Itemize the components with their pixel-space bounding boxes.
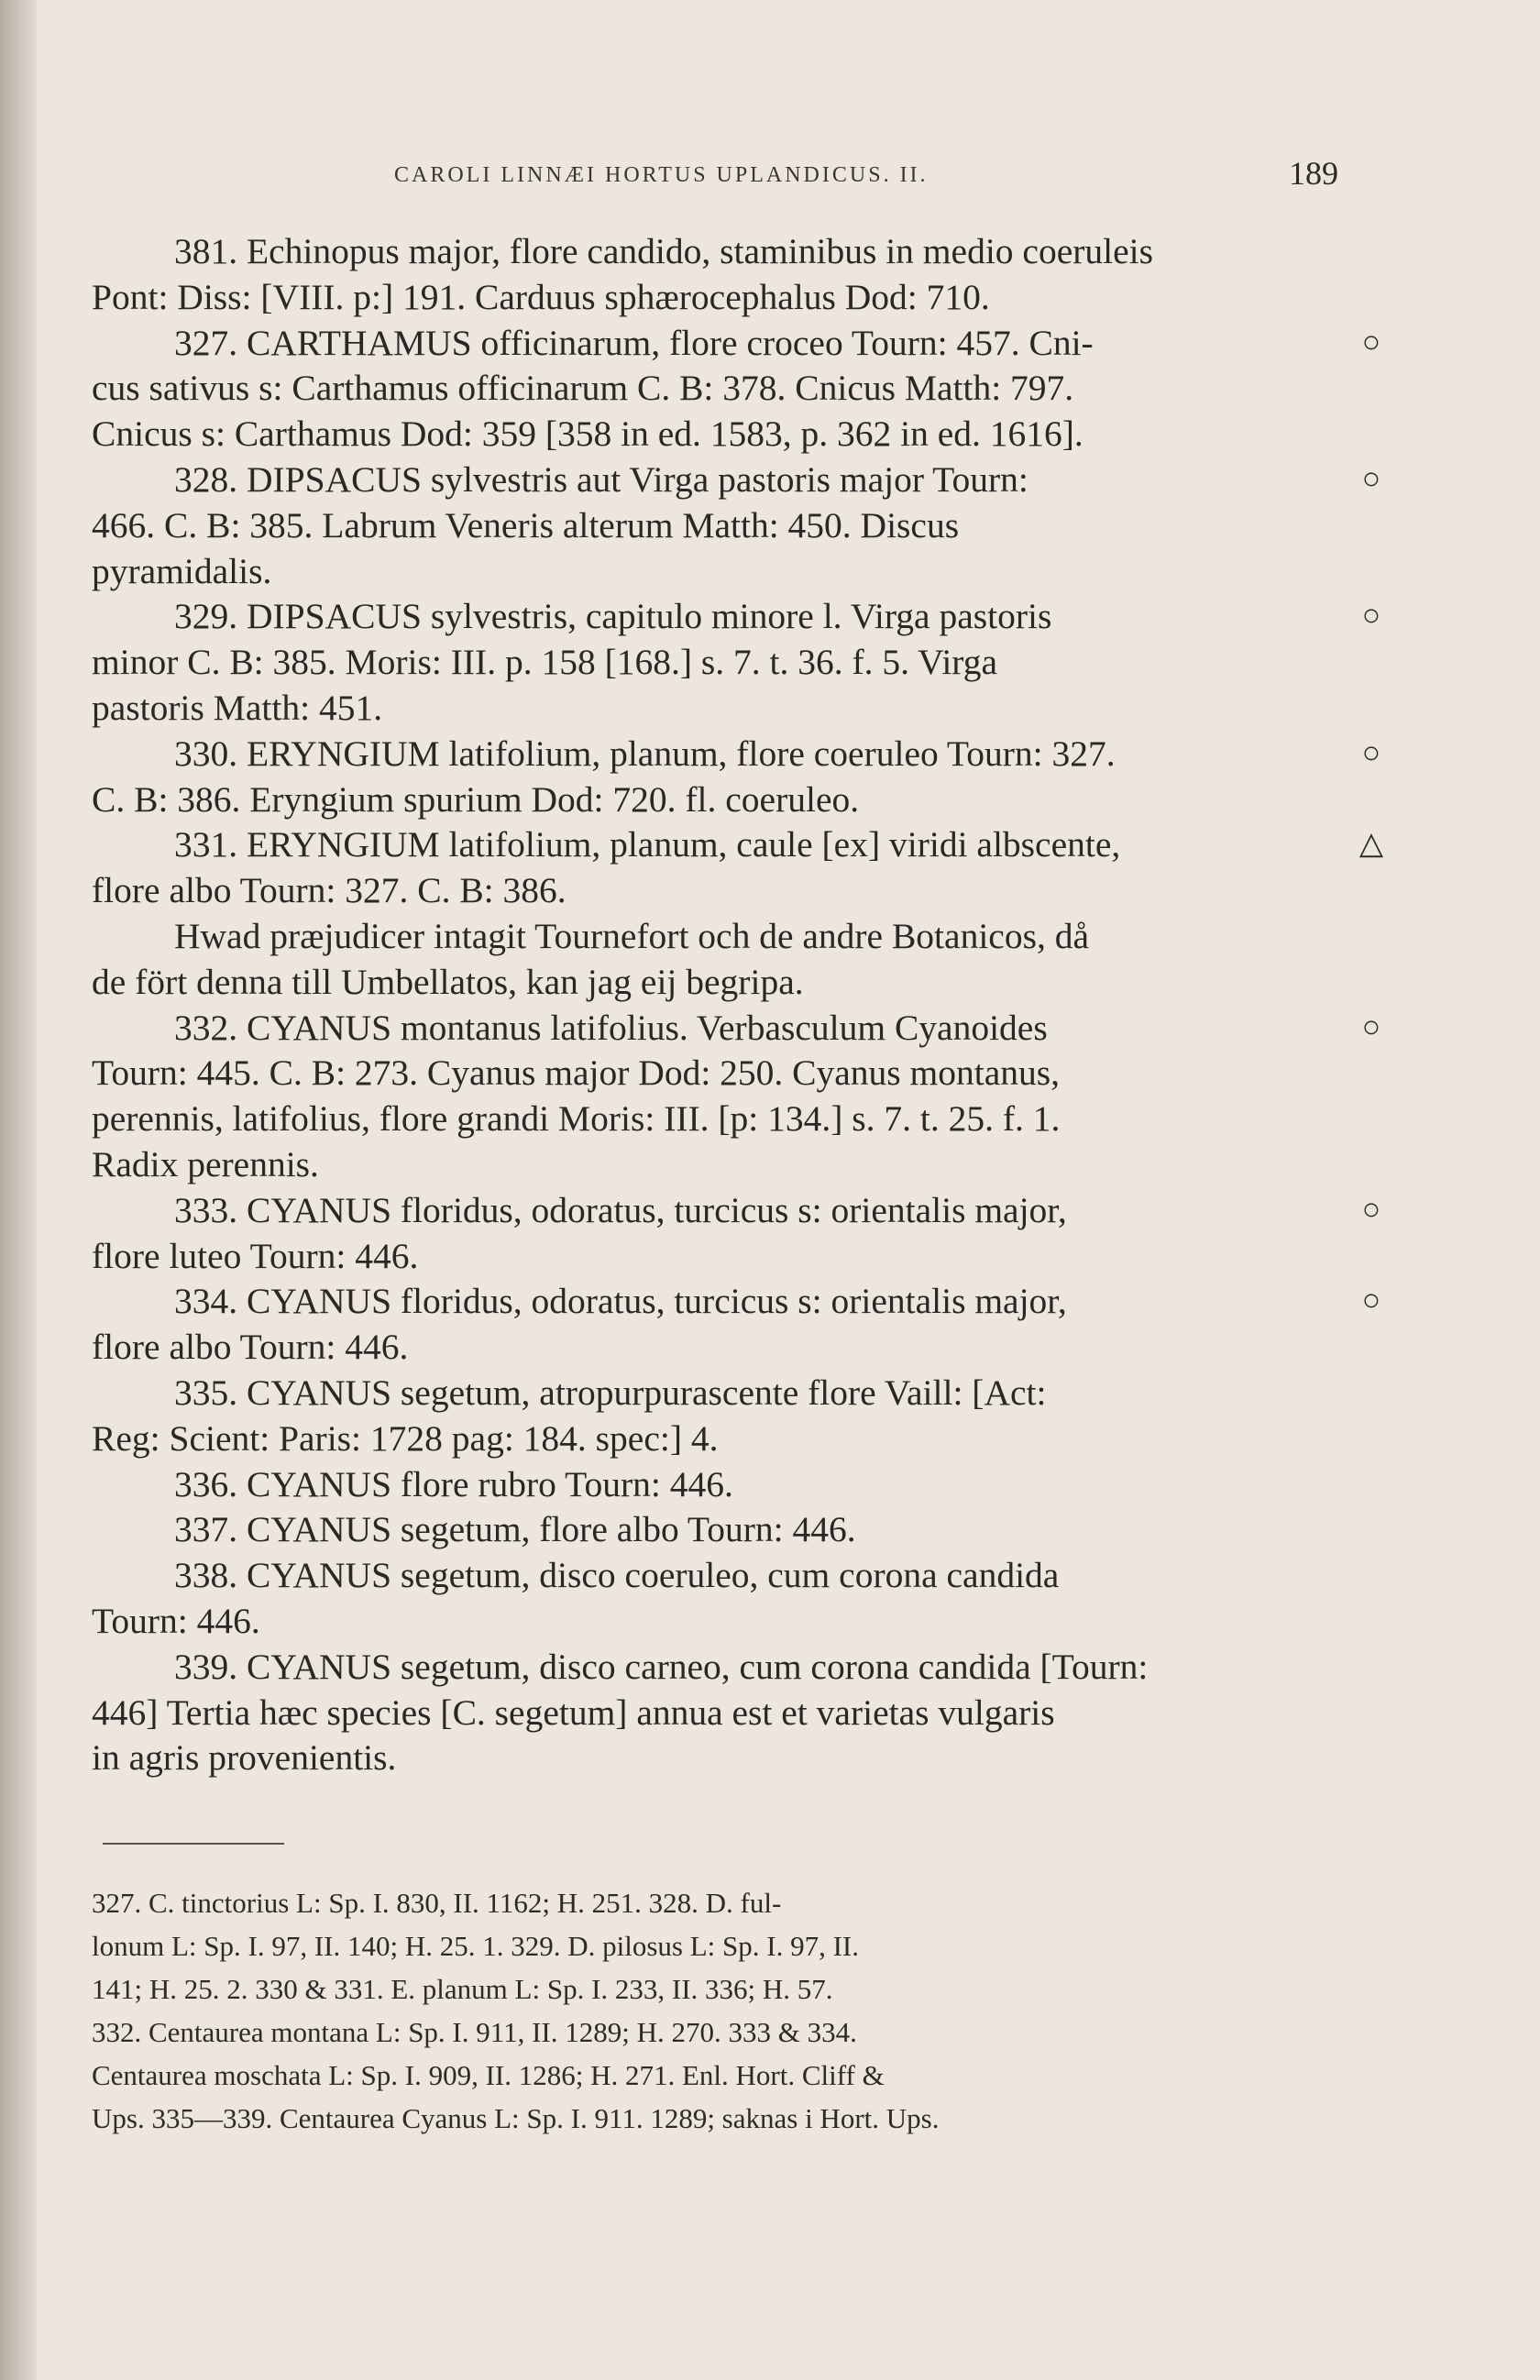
swedish-note	[92, 914, 1338, 1006]
entry-line: 329. DIPSACUS sylvestris, capitulo minore l. Virga pastoris	[174, 596, 1052, 637]
catalogue-entry	[92, 1645, 1338, 1781]
entry-line: 331. ERYNGIUM latifolium, planum, caule [ex] viridi albscente,	[174, 824, 1121, 865]
page-number: 189	[1289, 155, 1338, 192]
entry-line: 332. CYANUS montanus latifolius. Verbasculum Cyanoides	[174, 1007, 1048, 1048]
entry-line: 328. DIPSACUS sylvestris aut Virga pastoris major Tourn:	[174, 458, 1028, 500]
entry-line: Radix perennis.	[92, 1143, 319, 1184]
entry-line: 327. CARTHAMUS officinarum, flore croceo Tourn: 457. Cni-	[174, 322, 1094, 363]
page-gutter	[0, 0, 37, 2380]
catalogue-entry	[92, 822, 1384, 914]
note-line: de fört denna till Umbellatos, kan jag eij begripa.	[92, 961, 804, 1002]
footnote-line: lonum L: Sp. I. 97, II. 140; H. 25. 1. 329. D. pilosus L: Sp. I. 97, II.	[92, 1930, 859, 1962]
footnote-line: Centaurea moschata L: Sp. I. 909, II. 1286; H. 271. Enl. Hort. Cliff &	[92, 2059, 885, 2091]
footnote-line: 141; H. 25. 2. 330 & 331. E. planum L: Sp. I. 233, II. 336; H. 57.	[92, 1973, 833, 2005]
entry-line: perennis, latifolius, flore grandi Moris: III. [p: 134.] s. 7. t. 25. f. 1.	[92, 1098, 1061, 1140]
circle-symbol-icon: ○	[1361, 1284, 1381, 1318]
entry-line: Tourn: 446.	[92, 1600, 260, 1641]
catalogue-entry	[92, 1553, 1338, 1645]
catalogue-entry	[92, 1279, 1381, 1371]
circle-symbol-icon: ○	[1361, 325, 1381, 359]
entry-line: in agris provenientis.	[92, 1737, 397, 1779]
entry-line: 330. ERYNGIUM latifolium, planum, flore coeruleo Tourn: 327.	[174, 733, 1116, 774]
catalogue-entry	[92, 594, 1381, 731]
entry-list	[92, 229, 1384, 914]
circle-symbol-icon: ○	[1361, 735, 1381, 770]
entry-line: pyramidalis.	[92, 550, 272, 591]
catalogue-entry	[92, 457, 1381, 594]
running-title: CAROLI LINNÆI HORTUS UPLANDICUS. II.	[394, 163, 929, 187]
catalogue-entry	[92, 1188, 1381, 1280]
entry-line: 334. CYANUS floridus, odoratus, turcicus s: orientalis major,	[174, 1281, 1067, 1322]
circle-symbol-icon: ○	[1361, 461, 1381, 496]
entry-line: 381. Echinopus major, flore candido, staminibus in medio coeruleis	[174, 231, 1153, 271]
entry-line: cus sativus s: Carthamus officinarum C. B: 378. Cnicus Matth: 797.	[92, 368, 1074, 409]
entry-line: flore albo Tourn: 446.	[92, 1327, 409, 1368]
entry-line: flore albo Tourn: 327. C. B: 386.	[92, 870, 566, 911]
catalogue-entry	[92, 1507, 1338, 1553]
entry-line: 333. CYANUS floridus, odoratus, turcicus s: orientalis major,	[174, 1189, 1067, 1230]
entry-line: 446] Tertia hæc species [C. segetum] annua est et varietas vulgaris	[92, 1691, 1055, 1733]
circle-symbol-icon: ○	[1361, 599, 1381, 634]
entry-line: Tourn: 445. C. B: 273. Cyanus major Dod: 250. Cyanus montanus,	[92, 1052, 1061, 1094]
catalogue-entry	[92, 229, 1338, 321]
entry-line: Cnicus s: Carthamus Dod: 359 [358 in ed. 1583, p. 362 in ed. 1616].	[92, 413, 1084, 455]
entry-line: C. B: 386. Eryngium spurium Dod: 720. fl. coeruleo.	[92, 778, 860, 820]
entry-line: Pont: Diss: [VIII. p:] 191. Carduus sphærocephalus Dod: 710.	[92, 276, 990, 317]
footnote-line: 332. Centaurea montana L: Sp. I. 911, II. 1289; H. 270. 333 & 334.	[92, 2016, 857, 2048]
catalogue-entry	[92, 1462, 1338, 1508]
catalogue-entry	[92, 1371, 1338, 1462]
entry-line: minor C. B: 385. Moris: III. p. 158 [168.] s. 7. t. 36. f. 5. Virga	[92, 642, 998, 683]
triangle-symbol-icon: △	[1358, 827, 1384, 862]
entry-line: 335. CYANUS segetum, atropurpurascente flore Vaill: [Act:	[174, 1372, 1047, 1413]
entry-line: flore luteo Tourn: 446.	[92, 1235, 419, 1276]
circle-symbol-icon: ○	[1361, 1009, 1381, 1044]
entry-line: 336. CYANUS flore rubro Tourn: 446.	[174, 1463, 733, 1504]
entry-list	[92, 1006, 1381, 1782]
catalogue-entry	[92, 732, 1381, 823]
entry-line: 338. CYANUS segetum, disco coeruleo, cum corona candida	[174, 1555, 1060, 1596]
entry-line: 339. CYANUS segetum, disco carneo, cum corona candida [Tourn:	[174, 1646, 1149, 1687]
footnote-rule	[103, 1843, 284, 1845]
catalogue-entry	[92, 1006, 1381, 1188]
footnotes	[92, 1881, 1338, 2140]
footnote-line: 327. C. tinctorius L: Sp. I. 830, II. 1162; H. 251. 328. D. ful-	[92, 1887, 782, 1919]
circle-symbol-icon: ○	[1361, 1192, 1381, 1227]
entry-line: 466. C. B: 385. Labrum Veneris alterum Matth: 450. Discus	[92, 504, 960, 545]
main-text	[92, 229, 1384, 1781]
entry-line: Reg: Scient: Paris: 1728 pag: 184. spec:] 4.	[92, 1417, 719, 1459]
catalogue-entry	[92, 321, 1381, 457]
page-header	[92, 154, 1338, 209]
note-line: Hwad præjudicer intagit Tournefort och de andre Botanicos, då	[174, 915, 1089, 956]
entry-line: pastoris Matth: 451.	[92, 687, 383, 728]
footnote-line: Ups. 335—339. Centaurea Cyanus L: Sp. I. 911. 1289; saknas i Hort. Ups.	[92, 2102, 940, 2134]
entry-line: 337. CYANUS segetum, flore albo Tourn: 446.	[174, 1509, 856, 1550]
